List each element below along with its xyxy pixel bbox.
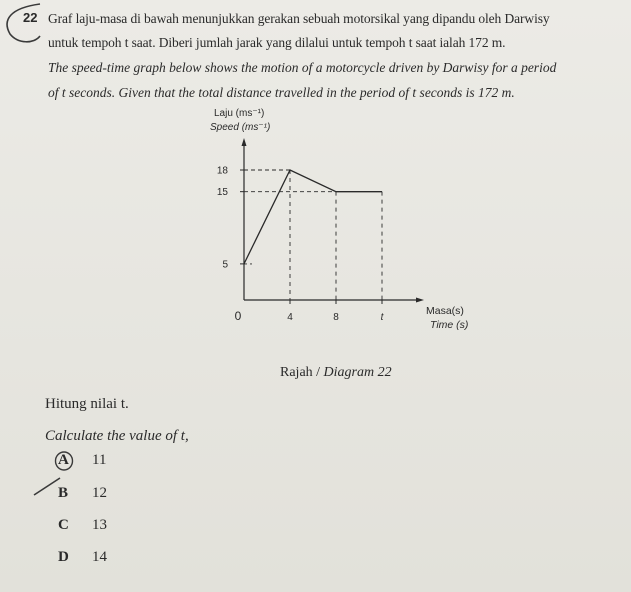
caption-english: Diagram 22 [323,365,392,380]
x-tick-label-4: 4 [287,312,293,323]
option-a[interactable] [58,452,106,469]
prompt-malay: Hitung nilai t. [45,396,129,412]
question-number: 22 [23,10,38,25]
x-tick-label-t: t [380,312,384,323]
speed-line [244,170,382,264]
caption-malay: Rajah / [280,365,324,380]
prompt-english: Calculate the value of t, [45,428,189,444]
diagram-caption [280,365,392,381]
option-b-letter: B [58,485,69,501]
y-axis-arrow [242,138,247,146]
y-axis-label-english: Speed (ms⁻¹) [210,122,271,133]
option-b-value: 12 [92,485,107,501]
y-tick-label-5: 5 [222,259,228,271]
y-tick-label-15: 15 [216,187,228,199]
axis-ticks [217,166,385,324]
option-a-value: 11 [92,452,107,468]
x-axis-label-malay: Masa(s) [426,305,464,317]
dashed-guides [244,170,382,300]
question-malay-line-2: untuk tempoh t saat. Diberi jumlah jarak yang dilalui untuk tempoh t saat ialah 172 m. [48,35,506,50]
question-english-line-2: of t seconds. Given that the total distance travelled in the period of t seconds is 172 m. [48,85,515,100]
option-c-letter: C [58,517,69,533]
x-axis-arrow [416,298,424,303]
option-d[interactable] [58,549,107,566]
question-english-line-1: The speed-time graph below shows the motion of a motorcycle driven by Darwisy for a period [48,60,557,75]
y-tick-label-18: 18 [216,165,228,177]
option-d-value: 14 [92,549,107,565]
y-axis-label-malay: Laju (ms⁻¹) [214,108,265,119]
option-b[interactable] [58,485,107,502]
x-tick-label-0: 0 [234,309,242,323]
question-malay-line-1: Graf laju-masa di bawah menunjukkan gerakan sebuah motorsikal yang dipandu oleh Darwisy [48,11,550,26]
option-d-letter: D [58,549,69,565]
x-axis-label-english: Time (s) [430,319,469,331]
option-c-value: 13 [92,517,107,533]
x-tick-label-8: 8 [333,312,339,323]
option-c[interactable] [58,517,107,534]
option-a-letter: A [58,452,69,468]
